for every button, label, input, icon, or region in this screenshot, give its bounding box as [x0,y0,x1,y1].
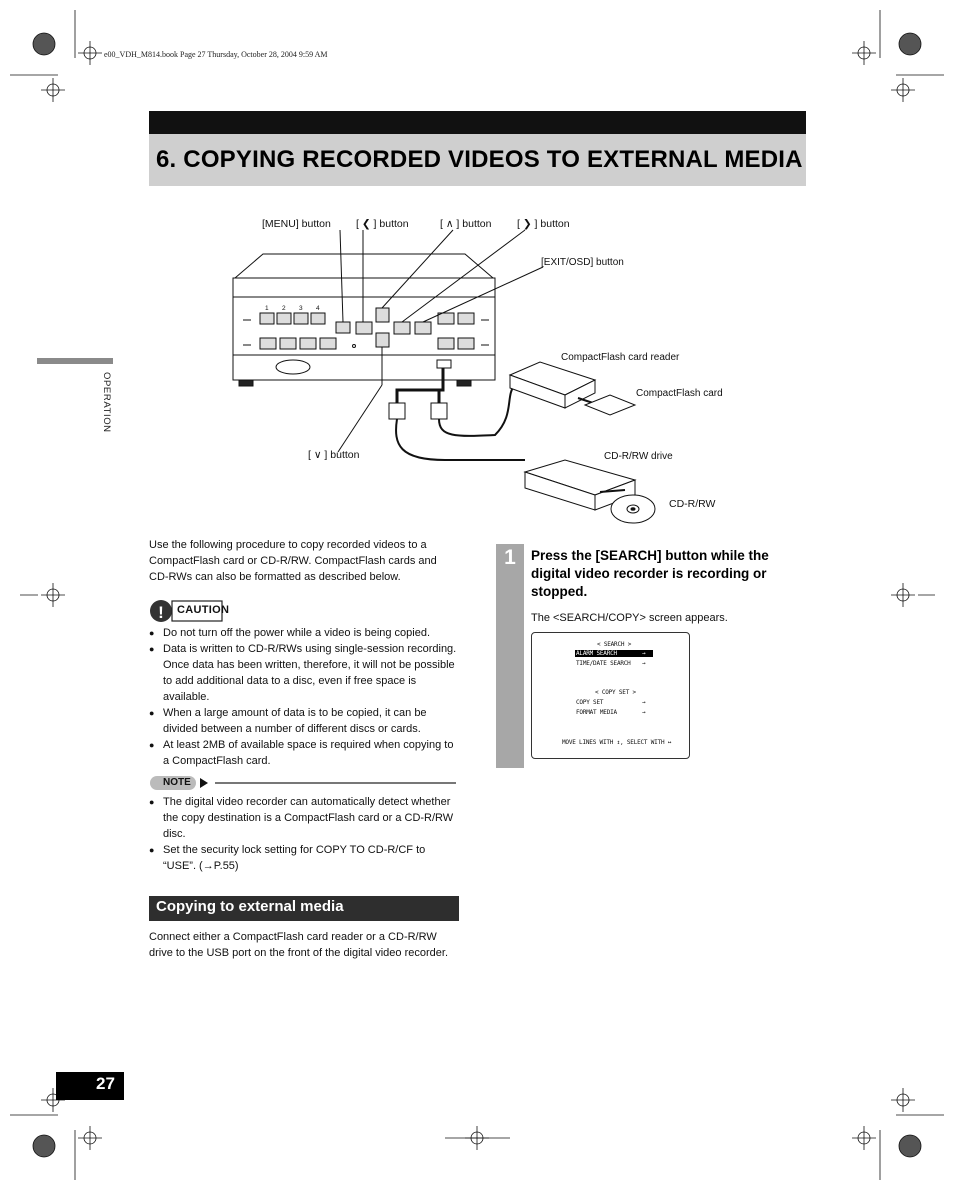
note-badge [150,775,214,796]
side-tab-bar [37,358,113,364]
right-button-drawing [394,322,410,334]
cf-card-drawing [585,395,635,415]
channel-number-4: 4 [316,305,320,312]
list-item: ● At least 2MB of available space is required when copying to a CompactFlash card. [149,739,454,767]
exit-button-drawing [415,322,431,334]
screen-footer: MOVE LINES WITH ↕, SELECT WITH ↔ [562,739,672,746]
recorder-top [235,254,493,278]
note-divider [215,782,456,784]
menu-button-drawing [336,322,350,333]
channel-number-3: 3 [299,305,303,312]
intro-paragraph: Use the following procedure to copy recorded videos to a CompactFlash card or CD-R/RW. CompactFlash cards and CD-RWs can also be formatted as described below. [149,539,437,583]
label-left-button: [ ❮ ] button [356,218,409,230]
connection-diagram [225,205,745,525]
left-button-drawing [356,322,372,334]
section-paragraph: Connect either a CompactFlash card reader or a CD-R/RW drive to the USB port on the front of the digital video recorder. [149,931,449,959]
label-right-button: [ ❯ ] button [517,218,570,230]
screen-arrow: → [642,699,646,706]
page-number: 27 [96,1074,115,1093]
list-item: ● Set the security lock setting for COPY TO CD-R/CF to “USE”. (→P.55) [149,844,426,872]
label-up-button: [ ∧ ] button [440,218,492,230]
list-item: ● Do not turn off the power while a video is being copied. [149,627,431,639]
channel-number-2: 2 [282,305,286,312]
step-description: The <SEARCH/COPY> screen appears. [531,612,728,624]
usb-port-drawing [437,360,451,368]
list-item: ● The digital video recorder can automatically detect whether the copy destination is a CompactFlash card or a CD-R/RW disc. [149,796,454,840]
screen-search-header: < SEARCH > [597,641,632,648]
side-tab-label: OPERATION [101,372,112,433]
caution-list [149,625,459,769]
caution-label: CAUTION [177,604,230,616]
step-number: 1 [504,546,516,569]
title-bar-top [149,111,806,134]
screen-copy-set: COPY SET [576,699,604,706]
step-bar [496,544,524,768]
label-cf-reader: CompactFlash card reader [561,352,680,363]
label-cdrw-drive: CD-R/RW drive [604,451,673,462]
label-cf-card: CompactFlash card [636,388,723,399]
note-label: NOTE [163,777,191,788]
screen-arrow: → [642,709,646,716]
search-copy-screen [531,632,690,759]
step-title: Press the [SEARCH] button while the digital video recorder is recording or stopped. [531,548,769,599]
print-header: e00_VDH_M814.book Page 27 Thursday, October 28, 2004 9:59 AM [104,50,328,59]
list-item: ● Data is written to CD-R/RWs using single-session recording. Once data has been written, therefore, it will not be possible to add additional data to a disc, even if free space is available. [149,643,457,703]
label-exit-osd-button: [EXIT/OSD] button [541,257,624,268]
screen-alarm-search: ALARM SEARCH [575,650,653,657]
label-menu-button: [MENU] button [262,218,331,230]
screen-arrow: → [642,650,646,657]
channel-number-1: 1 [265,305,269,312]
screen-time-date-search: TIME/DATE SEARCH [576,660,631,667]
label-cdrw: CD-R/RW [669,498,716,510]
screen-copy-set-header: < COPY SET > [595,689,636,696]
screen-format-media: FORMAT MEDIA [576,709,617,716]
note-list [149,794,459,874]
list-item: ● When a large amount of data is to be copied, it can be divided between a number of different discs or cards. [149,707,427,735]
svg-text:!: ! [158,603,164,622]
caution-badge [150,599,230,628]
page-title: 6. COPYING RECORDED VIDEOS TO EXTERNAL MEDIA [156,146,803,173]
section-heading: Copying to external media [156,898,344,915]
label-down-button: [ ∨ ] button [308,449,360,461]
down-button-drawing [376,333,389,347]
up-button-drawing [376,308,389,322]
screen-arrow: → [642,660,646,667]
